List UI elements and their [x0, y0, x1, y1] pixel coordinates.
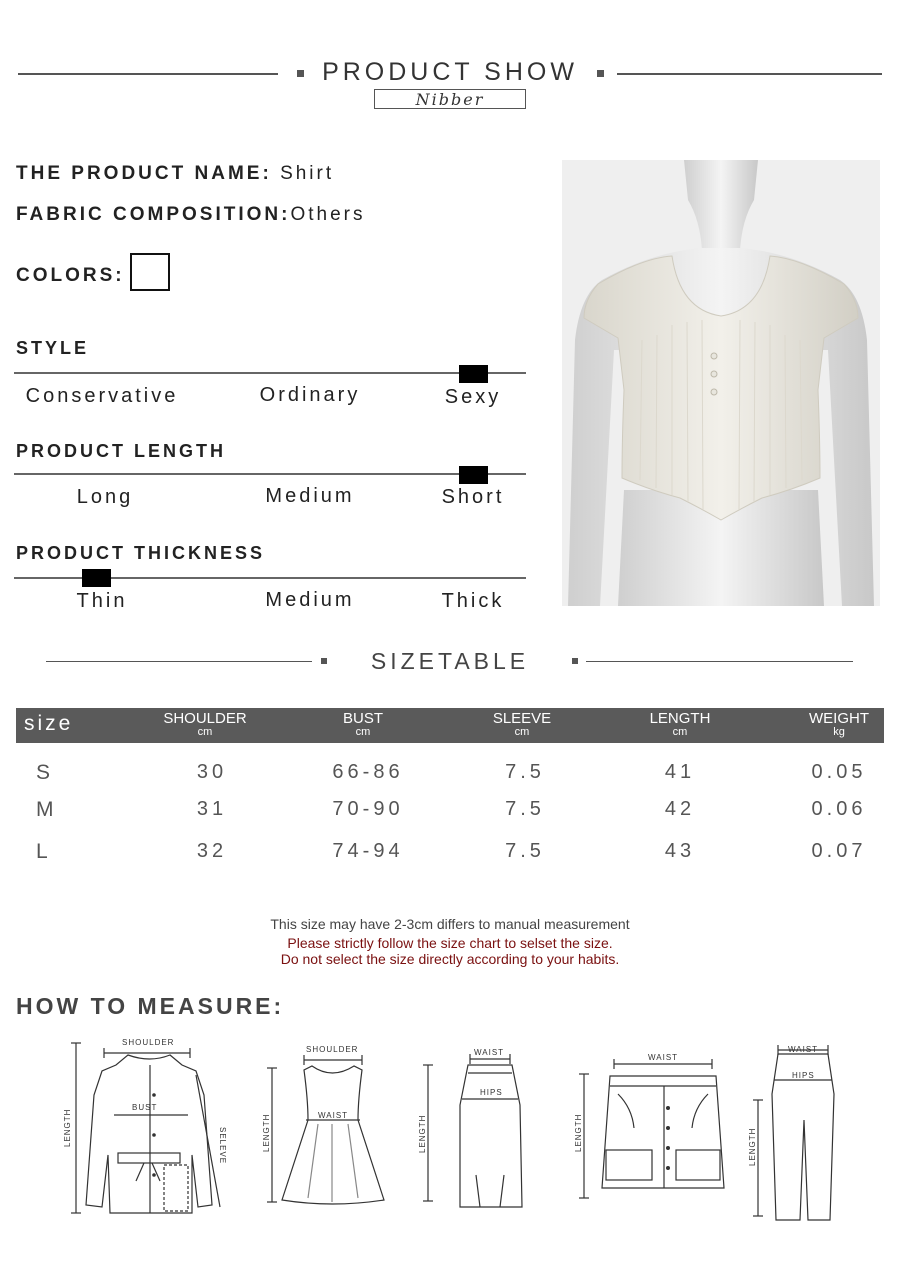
pants-waist-label: WAIST — [788, 1045, 819, 1054]
col-length-unit: cm — [672, 726, 688, 738]
col-sleeve-unit: cm — [514, 726, 530, 738]
thickness-option-thick: Thick — [441, 590, 505, 612]
fabric-label: FABRIC COMPOSITION: — [16, 204, 291, 225]
length-scale-marker — [459, 466, 488, 484]
skirt-hips-label: HIPS — [480, 1088, 503, 1097]
row-l-weight: 0.07 — [811, 840, 867, 862]
row-l-size: L — [36, 840, 48, 863]
jacket-length-label: LENGTH — [63, 1108, 72, 1147]
dress-shoulder-label: SHOULDER — [306, 1045, 359, 1054]
jacket-sleeve-label: SELEVE — [218, 1127, 227, 1165]
fabric-value: Others — [290, 204, 366, 225]
col-header-bust — [298, 711, 428, 738]
dress-measure-diagram — [258, 1040, 398, 1210]
pants-length-label: LENGTH — [748, 1127, 757, 1166]
colors-label: COLORS: — [16, 265, 125, 286]
skirt-length-label: LENGTH — [418, 1114, 427, 1153]
row-m-size: M — [36, 798, 54, 821]
sizetable-square-right — [572, 658, 578, 664]
color-swatch-white[interactable] — [130, 253, 170, 291]
fabric-row — [16, 204, 365, 226]
row-l-length: 43 — [664, 840, 696, 862]
header-rule-right — [617, 73, 882, 75]
row-l-sleeve: 7.5 — [505, 840, 545, 862]
thickness-option-medium: Medium — [265, 589, 355, 611]
header-square-right — [597, 70, 604, 77]
sizetable-title: SIZETABLE — [370, 648, 530, 674]
sizetable-size-header: size — [24, 712, 74, 735]
row-s-shoulder: 30 — [196, 761, 228, 783]
col-shoulder-unit: cm — [197, 726, 213, 738]
row-s-weight: 0.05 — [811, 761, 867, 783]
col-header-length — [615, 711, 745, 738]
row-l-bust: 74-94 — [332, 840, 404, 862]
row-m-weight: 0.06 — [811, 798, 867, 820]
col-header-sleeve — [457, 711, 587, 738]
dress-waist-label: WAIST — [318, 1111, 349, 1120]
mannequin-illustration — [562, 160, 880, 606]
length-scale-title: PRODUCT LENGTH — [16, 441, 226, 461]
row-s-bust: 66-86 — [332, 761, 404, 783]
thickness-option-thin: Thin — [76, 590, 128, 612]
row-l-shoulder: 32 — [196, 840, 228, 862]
style-option-conservative: Conservative — [25, 385, 179, 407]
dress-length-label: LENGTH — [262, 1113, 271, 1152]
thickness-scale-marker — [82, 569, 111, 587]
pants-hips-label: HIPS — [792, 1071, 815, 1080]
style-scale-marker — [459, 365, 488, 383]
brand-name: Nibber — [374, 89, 526, 109]
skirt-waist-label: WAIST — [474, 1048, 505, 1057]
col-header-shoulder — [140, 711, 270, 738]
shorts-waist-label: WAIST — [648, 1053, 679, 1062]
jacket-shoulder-label: SHOULDER — [122, 1038, 175, 1047]
col-weight-unit: kg — [833, 726, 845, 738]
size-disclaimer: This size may have 2-3cm differs to manual measurement — [270, 916, 630, 932]
col-length-name: LENGTH — [649, 710, 711, 727]
row-s-length: 41 — [664, 761, 696, 783]
style-option-sexy: Sexy — [444, 386, 502, 408]
row-m-length: 42 — [664, 798, 696, 820]
style-scale-line — [14, 372, 526, 374]
size-warning-line-1: Please strictly follow the size chart to selset the size. — [287, 935, 613, 951]
col-bust-unit: cm — [355, 726, 371, 738]
pants-measure-diagram — [746, 1040, 846, 1224]
size-warning-line-2: Do not select the size directly according to your habits. — [280, 951, 620, 967]
shorts-measure-diagram — [572, 1048, 748, 1204]
style-scale-title: STYLE — [16, 338, 90, 358]
length-option-medium: Medium — [265, 485, 355, 507]
colors-row — [16, 265, 125, 287]
style-option-ordinary: Ordinary — [259, 384, 361, 406]
col-header-weight — [774, 711, 900, 738]
length-option-short: Short — [441, 486, 505, 508]
page-title: PRODUCT SHOW — [322, 58, 578, 86]
product-name-label: THE PRODUCT NAME: — [16, 163, 272, 184]
col-weight-name: WEIGHT — [809, 710, 869, 727]
length-option-long: Long — [76, 486, 134, 508]
size-warning — [0, 935, 900, 967]
row-m-bust: 70-90 — [332, 798, 404, 820]
length-scale-line — [14, 473, 526, 475]
row-s-size: S — [36, 761, 51, 784]
col-shoulder-name: SHOULDER — [163, 710, 247, 727]
col-bust-name: BUST — [342, 710, 383, 727]
row-m-sleeve: 7.5 — [505, 798, 545, 820]
jacket-bust-label: BUST — [132, 1103, 158, 1112]
shorts-length-label: LENGTH — [574, 1113, 583, 1152]
skirt-measure-diagram — [414, 1045, 546, 1215]
row-m-shoulder: 31 — [196, 798, 228, 820]
col-sleeve-name: SLEEVE — [492, 710, 552, 727]
product-photo — [562, 160, 880, 606]
jacket-measure-diagram — [56, 1035, 240, 1227]
product-name-value: Shirt — [280, 163, 335, 184]
how-to-measure-title: HOW TO MEASURE: — [16, 993, 285, 1019]
sizetable-rule-right — [586, 661, 853, 662]
row-s-sleeve: 7.5 — [505, 761, 545, 783]
product-name-row — [16, 163, 334, 185]
thickness-scale-title: PRODUCT THICKNESS — [16, 543, 266, 563]
